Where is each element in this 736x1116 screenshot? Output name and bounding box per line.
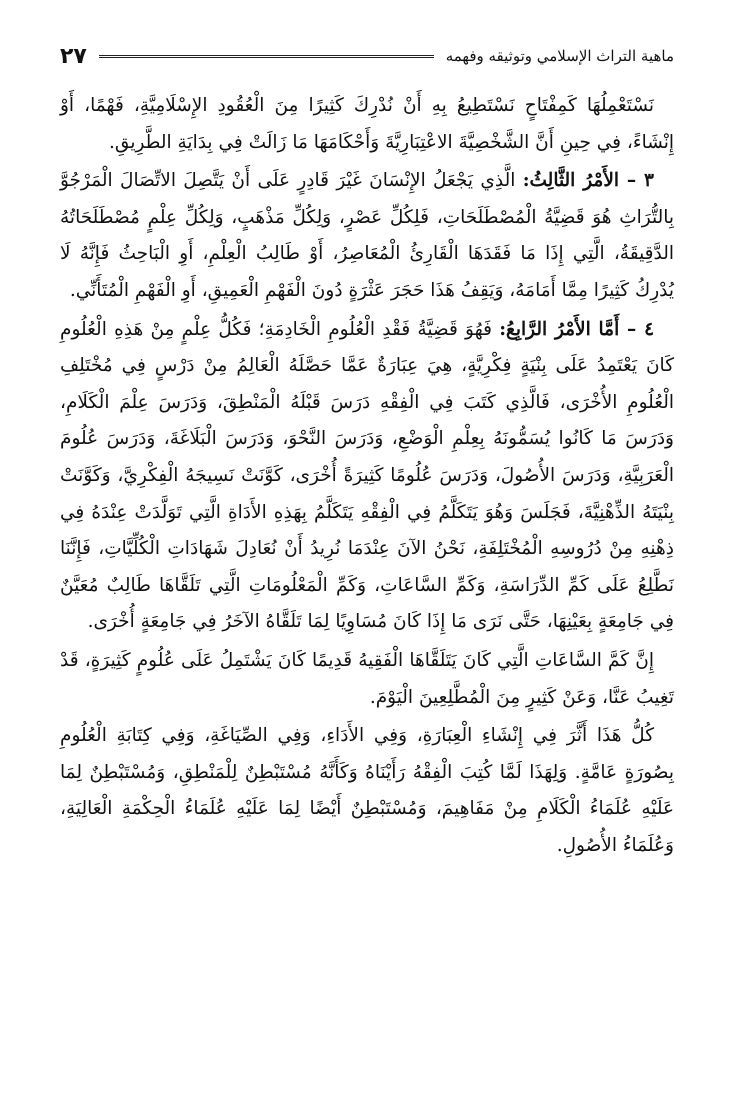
paragraph-text: نَسْتَعْمِلُهَا كَمِفْتَاحٍ نَسْتَطِيعُ بِهِ أَنْ نُدْرِكَ كَثِيرًا مِنَ الْعُقُودِ الإِسْلَامِيَّةِ، فَهْمًا، أَوْ إِنْشَاءً، فِي حِينِ أَنَّ الشَّخْصِيَّةَ الاعْتِبَارِيَّةَ وَأَحْكَامَهَا مَا زَالَتْ فِي بِدَايَةِ الطَّرِيقِ.: [60, 95, 674, 153]
paragraph: [60, 718, 674, 864]
page-header: [60, 40, 674, 72]
paragraph: [60, 88, 674, 161]
page-number: ٢٧: [60, 43, 87, 69]
section-heading: ٣ – الأَمْرُ الثَّالِثُ:: [522, 170, 654, 192]
paragraph: [60, 312, 674, 641]
header-rule: [99, 55, 434, 58]
paragraph: [60, 163, 674, 309]
paragraph-text: كُلُّ هَذَا أَثَّرَ فِي إِنْشَاءِ الْعِبَارَةِ، وَفِي الأَدَاءِ، وَفِي الصِّيَاغَةِ، وَفِي كِتَابَةِ الْعُلُومِ بِصُورَةٍ عَامَّةٍ. وَلِهَذَا لَمَّا كُتِبَ الْفِقْهُ رَأَيْنَاهُ وَكَأَنَّهُ مُسْتَبْطِنٌ لِلْمَنْطِقِ، وَمُسْتَبْطِنٌ لِمَا عَلَيْهِ عُلَمَاءُ الْكَلَامِ مِنْ مَفَاهِيمَ، وَمُسْتَبْطِنٌ أَيْضًا لِمَا عَلَيْهِ عُلَمَاءُ الْحِكْمَةِ الْعَالِيَةِ، وَعُلَمَاءُ الأُصُولِ.: [60, 725, 674, 856]
section-heading: ٤ – أَمَّا الأَمْرُ الرَّابِعُ:: [499, 318, 654, 340]
paragraph: [60, 643, 674, 716]
running-title: ماهية التراث الإسلامي وتوثيقه وفهمه: [445, 47, 674, 65]
paragraph-text: فَهُوَ قَضِيَّةُ فَقْدِ الْعُلُومِ الْخَادِمَةِ؛ فَكُلُّ عِلْمٍ مِنْ هَذِهِ الْعُلُومِ كَانَ يَعْتَمِدُ عَلَى بِنْيَةٍ فِكْرِيَّةٍ، هِيَ عِبَارَةٌ عَمَّا حَصَّلَهُ الْعَالِمُ مِنْ دَرْسٍ فِي مُخْتَلِفِ الْعُلُومِ الأُخْرَى، فَالَّذِي كَتَبَ فِي الْفِقْهِ دَرَسَ قَبْلَهُ الْمَنْطِقَ، وَدَرَسَ عِلْمَ الْكَلَامِ، وَدَرَسَ مَا كَانُوا يُسَمُّونَهُ بِعِلْمِ الْوَضْعِ، وَدَرَسَ النَّحْوَ، وَدَرَسَ الْبَلَاغَةَ، وَدَرَسَ عُلُومَ الْعَرَبِيَّةِ، وَدَرَسَ الأُصُولَ، وَدَرَسَ عُلُومًا كَثِيرَةً أُخْرَى، كَوَّنَتْ نَسِيجَهُ الْفِكْرِيَّ، وَكَوَّنَتْ بِنْيَتَهُ الذِّهْنِيَّةَ، فَجَلَسَ وَهُوَ يَتَكَلَّمُ فِي الْفِقْهِ يَتَكَلَّمُ بِهَذِهِ الأَدَاةِ الَّتِي تَوَلَّدَتْ عِنْدَهُ فِي ذِهْنِهِ مِنْ دُرُوسِهِ الْمُخْتَلِفَةِ، نَحْنُ الآنَ عِنْدَمَا نُرِيدُ أَنْ نُعَادِلَ شَهَادَاتِ الْكُلِّيَّاتِ، فَإِنَّنَا نَطَّلِعُ عَلَى كَمِّ الدِّرَاسَةِ، وَكَمِّ السَّاعَاتِ، وَكَمِّ الْمَعْلُومَاتِ الَّتِي تَلَقَّاهَا طَالِبٌ مُعَيَّنٌ فِي جَامِعَةٍ بِعَيْنِهَا، حَتَّى نَرَى مَا إِذَا كَانَ مُسَاوِيًا لِمَا تَلَقَّاهُ الآخَرُ فِي جَامِعَةٍ أُخْرَى.: [60, 318, 674, 633]
body-text: [60, 88, 674, 864]
paragraph-text: إِنَّ كَمَّ السَّاعَاتِ الَّتِي كَانَ يَتَلَقَّاهَا الْفَقِيهُ قَدِيمًا كَانَ يَشْتَمِلُ عَلَى عُلُومٍ كَثِيرَةٍ، قَدْ تَغِيبُ عَنَّا، وَعَنْ كَثِيرٍ مِنَ الْمُطَّلِعِينَ الْيَوْمَ.: [60, 649, 674, 708]
paragraph-text: الَّذِي يَجْعَلُ الإِنْسَانَ غَيْرَ قَادِرٍ عَلَى أَنْ يَتَّصِلَ الاتِّصَالَ الْمَرْجُوَّ بِالتُّرَاثِ هُوَ قَضِيَّةُ الْمُصْطَلَحَاتِ، فَلِكُلِّ عَصْرٍ، وَلِكُلِّ مَذْهَبٍ، وَلِكُلِّ عِلْمٍ مُصْطَلَحَاتُهُ الدَّقِيقَةُ، الَّتِي إِذَا مَا فَقَدَهَا الْقَارِئُ الْمُعَاصِرُ، أَوْ طَالِبُ الْعِلْمِ، أَوِ الْبَاحِثُ فَإِنَّهُ لَا يُدْرِكُ كَثِيرًا مِمَّا أَمَامَهُ، وَيَقِفُ هَذَا حَجَرَ عَثْرَةٍ دُونَ الْفَهْمِ الْعَمِيقِ، أَوِ الْفَهْمِ الْمُتَأَنِّي.: [60, 170, 674, 301]
